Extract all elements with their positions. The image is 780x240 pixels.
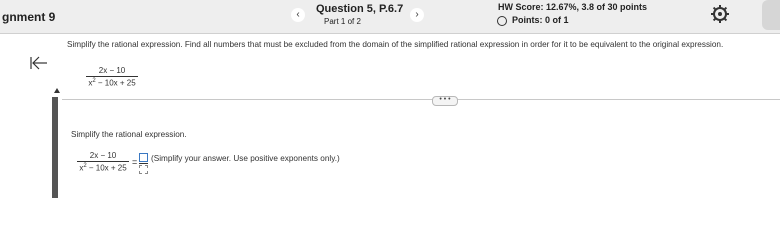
points-circle-icon (497, 16, 507, 26)
problem-denominator: $x^2 - 10x + 25$ (88, 78, 136, 88)
answer-denominator: $x^2 - 10x + 25$ (79, 163, 127, 173)
vertical-scroll-bar[interactable] (52, 97, 58, 198)
top-bar (0, 0, 780, 34)
answer-numerator-input[interactable] (139, 153, 148, 162)
back-arrow-icon[interactable] (30, 56, 48, 70)
problem-numerator: 2x − 10 (98, 66, 126, 75)
next-question-button[interactable] (410, 8, 424, 22)
points: Points: 0 of 1 (512, 15, 569, 25)
scroll-up-icon[interactable] (54, 88, 60, 93)
gear-icon[interactable] (710, 4, 730, 24)
question-title: Question 5, P.6.7 (316, 3, 404, 15)
assignment-title: gnment 9 (2, 10, 56, 24)
problem-expression (86, 66, 138, 88)
chevron-right-icon: › (415, 9, 419, 20)
problem-instruction: Simplify the rational expression. Find all numbers that must be excluded from the domain of the simplified rational expression in order for it to be equivalent to the original expression. (67, 40, 724, 49)
part-indicator: Part 1 of 2 (324, 17, 361, 26)
answer-numerator: 2x − 10 (89, 151, 117, 160)
answer-expression (77, 151, 129, 173)
answer-fraction-bar (139, 163, 148, 164)
answer-hint: (Simplify your answer. Use positive exponents only.) (151, 154, 340, 163)
equals-sign: = (132, 157, 138, 167)
side-panel-tab[interactable] (762, 0, 780, 30)
chevron-left-icon: ‹ (296, 9, 300, 20)
answer-denominator-input[interactable] (139, 165, 148, 174)
hw-score: HW Score: 12.67%, 3.8 of 30 points (498, 2, 648, 12)
answer-prompt: Simplify the rational expression. (71, 130, 187, 139)
answer-input-fraction[interactable] (139, 153, 148, 173)
section-divider (62, 99, 780, 100)
expand-more-button[interactable]: • • • (432, 96, 458, 106)
previous-question-button[interactable] (291, 8, 305, 22)
